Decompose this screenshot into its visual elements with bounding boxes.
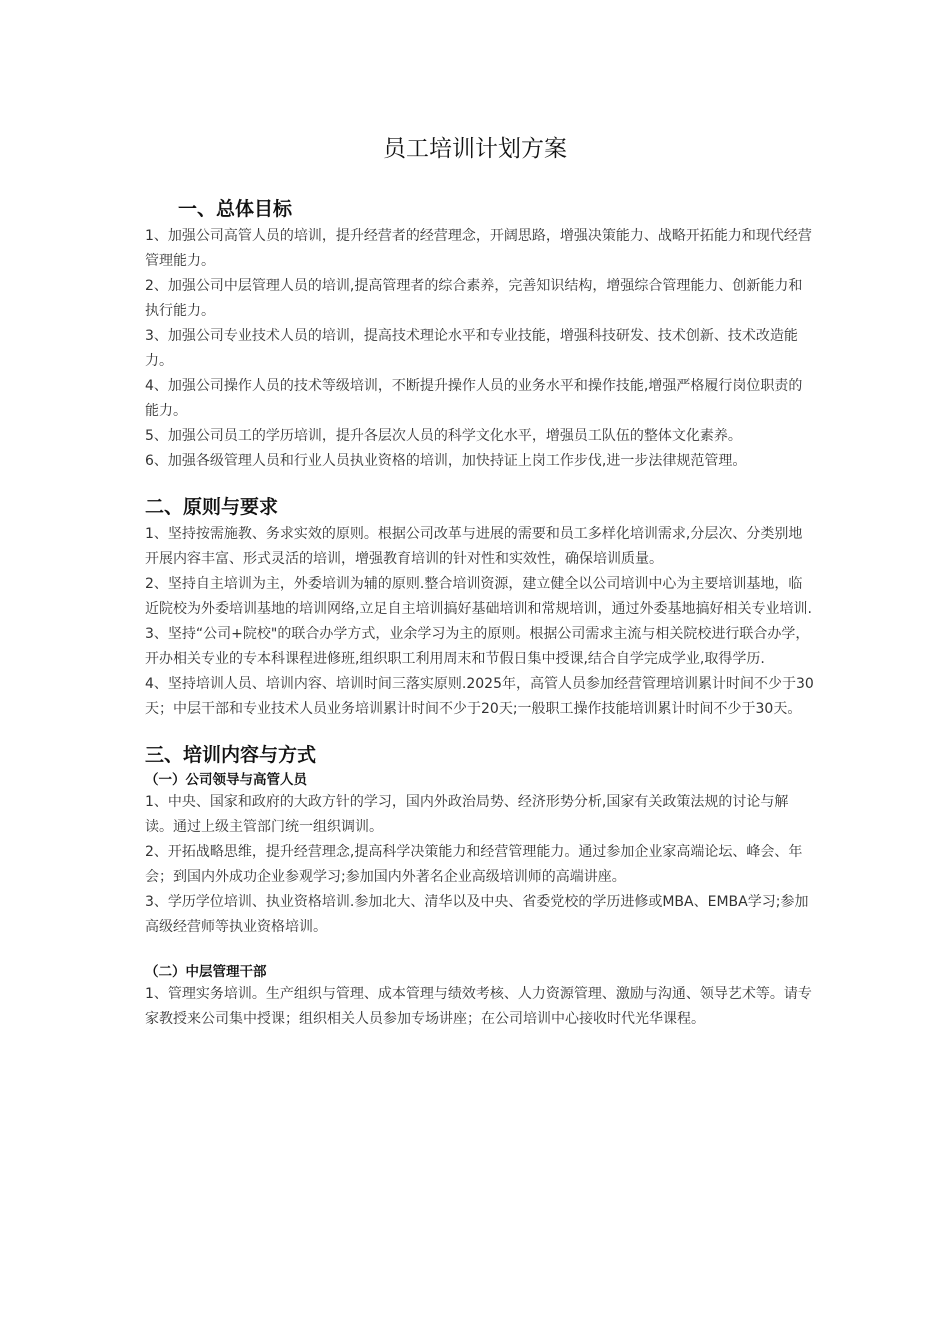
paragraph: 6、加强各级管理人员和行业人员执业资格的培训，加快持证上岗工作步伐,进一步法律规范管理。 [145,453,747,469]
paragraph: 3、加强公司专业技术人员的培训，提高技术理论水平和专业技能，增强科技研发、技术创新、技术改造能力。 [145,328,798,369]
document-body [145,194,815,1032]
subsection-executives [145,770,815,940]
paragraph: 3、坚持“公司+院校"的联合办学方式，业余学习为主的原则。根据公司需求主流与相关院校进行联合办学，开办相关专业的专本科课程进修班,组织职工利用周末和节假日集中授课,结合自学完成学业,取得学历. [145,626,810,667]
section-overall-goals [145,194,815,474]
subsection-heading: （一）公司领导与高管人员 [145,772,307,788]
section-training-content [145,740,815,1032]
section-heading: 二、原则与要求 [145,496,279,518]
paragraph: 3、学历学位培训、执业资格培训.参加北大、清华以及中央、省委党校的学历进修或MBA、EMBA学习;参加高级经营师等执业资格培训。 [145,894,809,935]
paragraph: 4、加强公司操作人员的技术等级培训，不断提升操作人员的业务水平和操作技能,增强严格履行岗位职责的能力。 [145,378,803,419]
subsection-heading: （二）中层管理干部 [145,964,267,980]
paragraph: 1、管理实务培训。生产组织与管理、成本管理与绩效考核、人力资源管理、激励与沟通、领导艺术等。请专家教授来公司集中授课；组织相关人员参加专场讲座；在公司培训中心接收时代光华课程。 [145,986,812,1027]
paragraph: 1、加强公司高管人员的培训，提升经营者的经营理念，开阔思路，增强决策能力、战略开拓能力和现代经营管理能力。 [145,228,812,269]
paragraph: 4、坚持培训人员、培训内容、培训时间三落实原则.2025年，高管人员参加经营管理培训累计时间不少于30天；中层干部和专业技术人员业务培训累计时间不少于20天;一般职工操作技能培训累计时间不少于30天。 [145,676,814,717]
paragraph: 2、开拓战略思维，提升经营理念,提高科学决策能力和经营管理能力。通过参加企业家高端论坛、峰会、年会；到国内外成功企业参观学习;参加国内外著名企业高级培训师的高端讲座。 [145,844,803,885]
paragraph: 1、中央、国家和政府的大政方针的学习，国内外政治局势、经济形势分析,国家有关政策法规的讨论与解读。通过上级主管部门统一组织调训。 [145,794,789,835]
section-heading: 三、培训内容与方式 [145,744,317,766]
document-title: 员工培训计划方案 [383,136,567,162]
subsection-middle-managers [145,962,815,1032]
paragraph: 2、加强公司中层管理人员的培训,提高管理者的综合素养，完善知识结构，增强综合管理能力、创新能力和执行能力。 [145,278,803,319]
section-heading: 一、总体目标 [178,198,293,220]
section-principles [145,492,815,722]
paragraph: 2、坚持自主培训为主，外委培训为辅的原则.整合培训资源，建立健全以公司培训中心为主要培训基地，临近院校为外委培训基地的培训网络,立足自主培训搞好基础培训和常规培训，通过外委基地搞好相关专业培训. [145,576,812,617]
paragraph: 5、加强公司员工的学历培训，提升各层次人员的科学文化水平，增强员工队伍的整体文化素养。 [145,428,742,444]
paragraph: 1、坚持按需施教、务求实效的原则。根据公司改革与进展的需要和员工多样化培训需求,分层次、分类别地开展内容丰富、形式灵活的培训，增强教育培训的针对性和实效性，确保培训质量。 [145,526,803,567]
